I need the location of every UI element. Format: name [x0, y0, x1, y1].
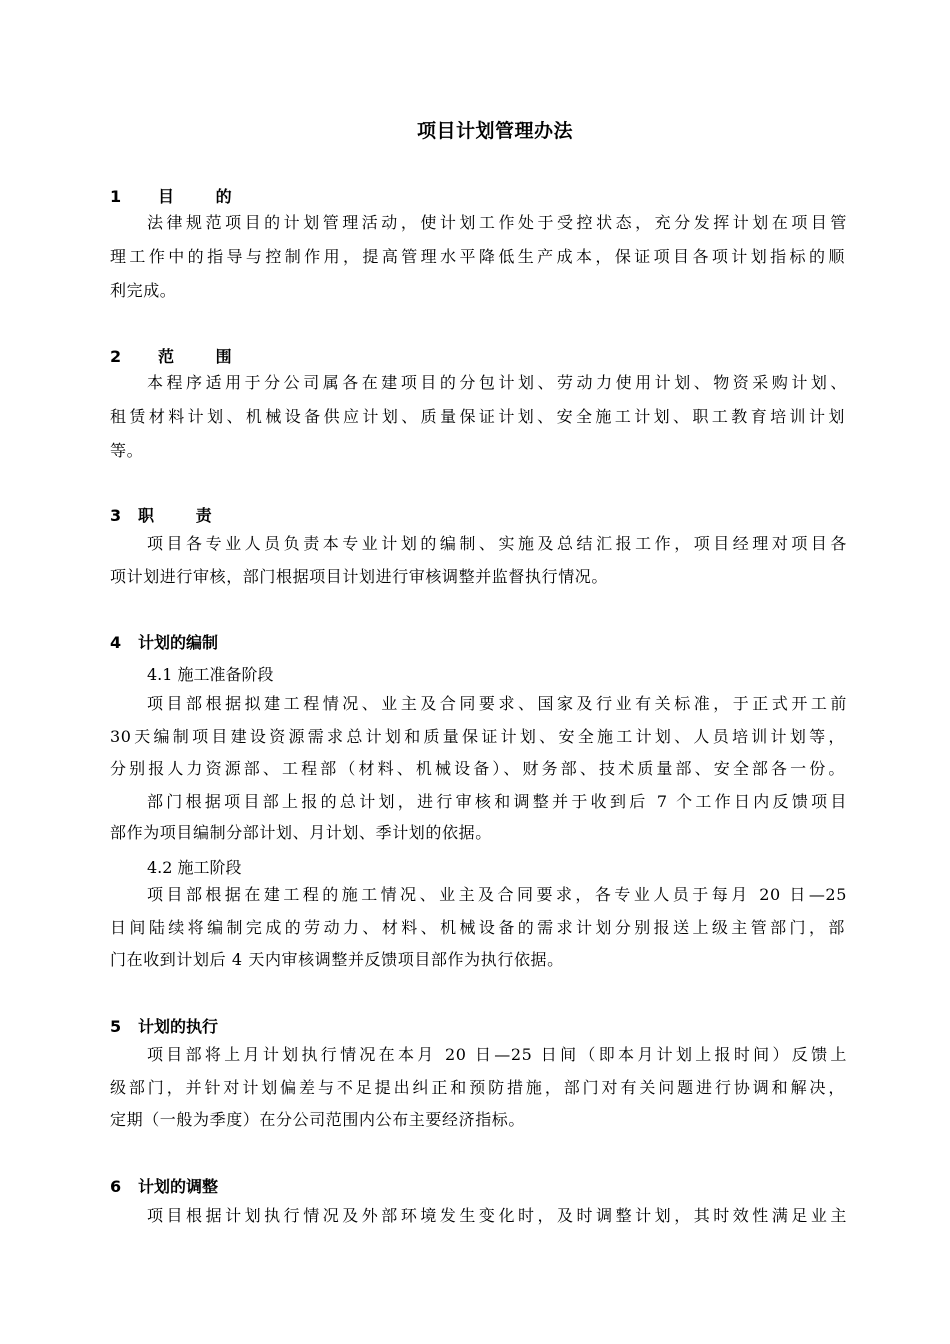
paragraph-line: 30天编制项目建设资源需求总计划和质量保证计划、安全施工计划、人员培训计划等， [110, 727, 845, 746]
section-label: 范 围 [158, 347, 250, 366]
section-label: 职 责 [138, 506, 230, 525]
paragraph-line: 租赁材料计划、机械设备供应计划、质量保证计划、安全施工计划、职工教育培训计划 [110, 407, 845, 426]
paragraph-line: 门在收到计划后 4 天内审核调整并反馈项目部作为执行依据。 [110, 950, 564, 969]
paragraph-line: 项计划进行审核，部门根据项目计划进行审核调整并监督执行情况。 [110, 567, 609, 586]
paragraph-line: 部门根据项目部上报的总计划，进行审核和调整并于收到后 7 个工作日内反馈项目 [147, 792, 847, 811]
section-number: 6 [110, 1177, 122, 1196]
section-number: 3 [110, 506, 122, 525]
section-1-heading [110, 184, 250, 207]
subsection-heading: 4.1 施工准备阶段 [147, 665, 274, 684]
paragraph-line: 级部门，并针对计划偏差与不足提出纠正和预防措施，部门对有关问题进行协调和解决， [110, 1078, 845, 1097]
paragraph-line: 项目部将上月计划执行情况在本月 20 日—25 日间（即本月计划上报时间）反馈上 [147, 1045, 847, 1064]
section-2-heading [110, 344, 250, 367]
paragraph-line: 日间陆续将编制完成的劳动力、材料、机械设备的需求计划分别报送上级主管部门，部 [110, 918, 845, 937]
paragraph-line: 利完成。 [110, 281, 177, 300]
document-title: 项目计划管理办法 [416, 120, 573, 142]
paragraph-line: 项目部根据拟建工程情况、业主及合同要求、国家及行业有关标准，于正式开工前 [147, 694, 847, 713]
paragraph-line: 定期（一般为季度）在分公司范围内公布主要经济指标。 [110, 1110, 526, 1129]
paragraph-line: 项目部根据在建工程的施工情况、业主及合同要求，各专业人员于每月 20 日—25 [147, 885, 847, 904]
paragraph-line: 等。 [110, 441, 144, 460]
section-label: 计划的执行 [138, 1017, 219, 1036]
paragraph-line: 项目各专业人员负责本专业计划的编制、实施及总结汇报工作，项目经理对项目各 [147, 534, 847, 553]
section-5-heading [110, 1014, 218, 1037]
section-4-heading [110, 630, 218, 653]
paragraph-line: 项目根据计划执行情况及外部环境发生变化时，及时调整计划，其时效性满足业主 [147, 1206, 847, 1225]
section-label: 计划的编制 [138, 633, 219, 652]
section-number: 1 [110, 187, 122, 206]
section-number: 4 [110, 633, 122, 652]
paragraph-line: 本程序适用于分公司属各在建项目的分包计划、劳动力使用计划、物资采购计划、 [147, 373, 847, 392]
paragraph-line: 理工作中的指导与控制作用，提高管理水平降低生产成本，保证项目各项计划指标的顺 [110, 247, 845, 266]
paragraph-line: 部作为项目编制分部计划、月计划、季计划的依据。 [110, 823, 492, 842]
subsection-heading: 4.2 施工阶段 [147, 858, 242, 877]
section-label: 目 的 [158, 187, 250, 206]
section-3-heading [110, 503, 230, 526]
section-number: 2 [110, 347, 122, 366]
section-label: 计划的调整 [138, 1177, 219, 1196]
section-number: 5 [110, 1017, 122, 1036]
paragraph-line: 分别报人力资源部、工程部（材料、机械设备）、财务部、技术质量部、安全部各一份。 [110, 759, 845, 778]
paragraph-line: 法律规范项目的计划管理活动，使计划工作处于受控状态，充分发挥计划在项目管 [147, 213, 847, 232]
section-6-heading [110, 1174, 218, 1197]
